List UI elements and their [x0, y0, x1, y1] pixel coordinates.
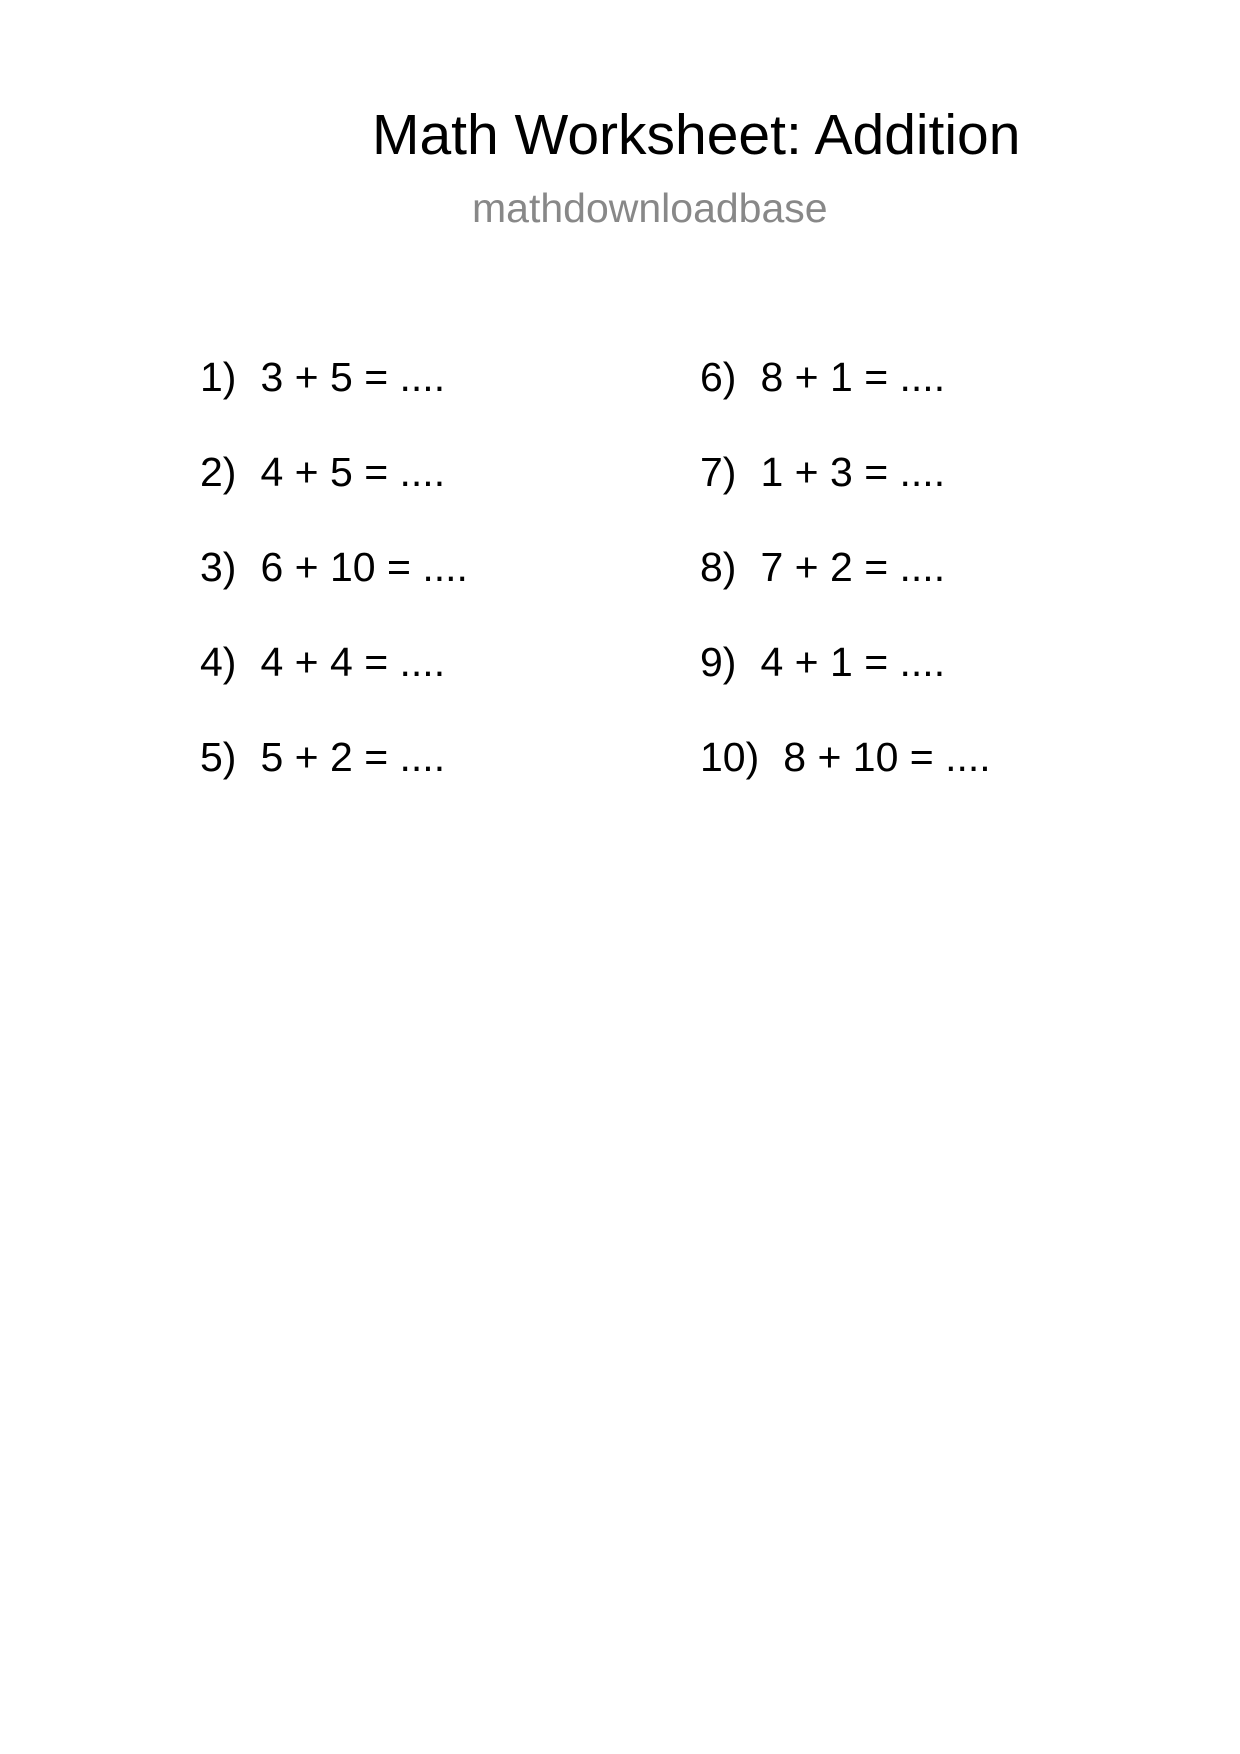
- problem-expression: 4 + 1 = ....: [760, 639, 946, 685]
- worksheet-subtitle: mathdownloadbase: [472, 185, 828, 231]
- problem-expression: 8 + 10 = ....: [783, 734, 991, 780]
- problem-7: [700, 447, 945, 497]
- problem-expression: 4 + 4 = ....: [260, 639, 446, 685]
- problem-expression: 4 + 5 = ....: [260, 449, 446, 495]
- problem-number: 2): [200, 449, 237, 495]
- problem-8: [700, 542, 945, 592]
- problem-2: [200, 447, 445, 497]
- problem-9: [700, 637, 945, 687]
- problem-number: 8): [700, 544, 737, 590]
- problem-expression: 1 + 3 = ....: [760, 449, 946, 495]
- problem-6: [700, 352, 945, 402]
- problem-expression: 3 + 5 = ....: [260, 354, 446, 400]
- problem-10: [700, 732, 991, 782]
- worksheet-title: Math Worksheet: Addition: [372, 103, 1021, 167]
- problem-number: 6): [700, 354, 737, 400]
- problem-expression: 6 + 10 = ....: [260, 544, 468, 590]
- problem-number: 10): [700, 734, 760, 780]
- problem-number: 9): [700, 639, 737, 685]
- problem-number: 4): [200, 639, 237, 685]
- problem-5: [200, 732, 445, 782]
- problem-number: 1): [200, 354, 237, 400]
- problem-expression: 8 + 1 = ....: [760, 354, 946, 400]
- problem-expression: 5 + 2 = ....: [260, 734, 446, 780]
- problem-number: 5): [200, 734, 237, 780]
- problem-number: 7): [700, 449, 737, 495]
- problem-number: 3): [200, 544, 237, 590]
- problem-4: [200, 637, 445, 687]
- problem-1: [200, 352, 445, 402]
- problem-expression: 7 + 2 = ....: [760, 544, 946, 590]
- problem-3: [200, 542, 468, 592]
